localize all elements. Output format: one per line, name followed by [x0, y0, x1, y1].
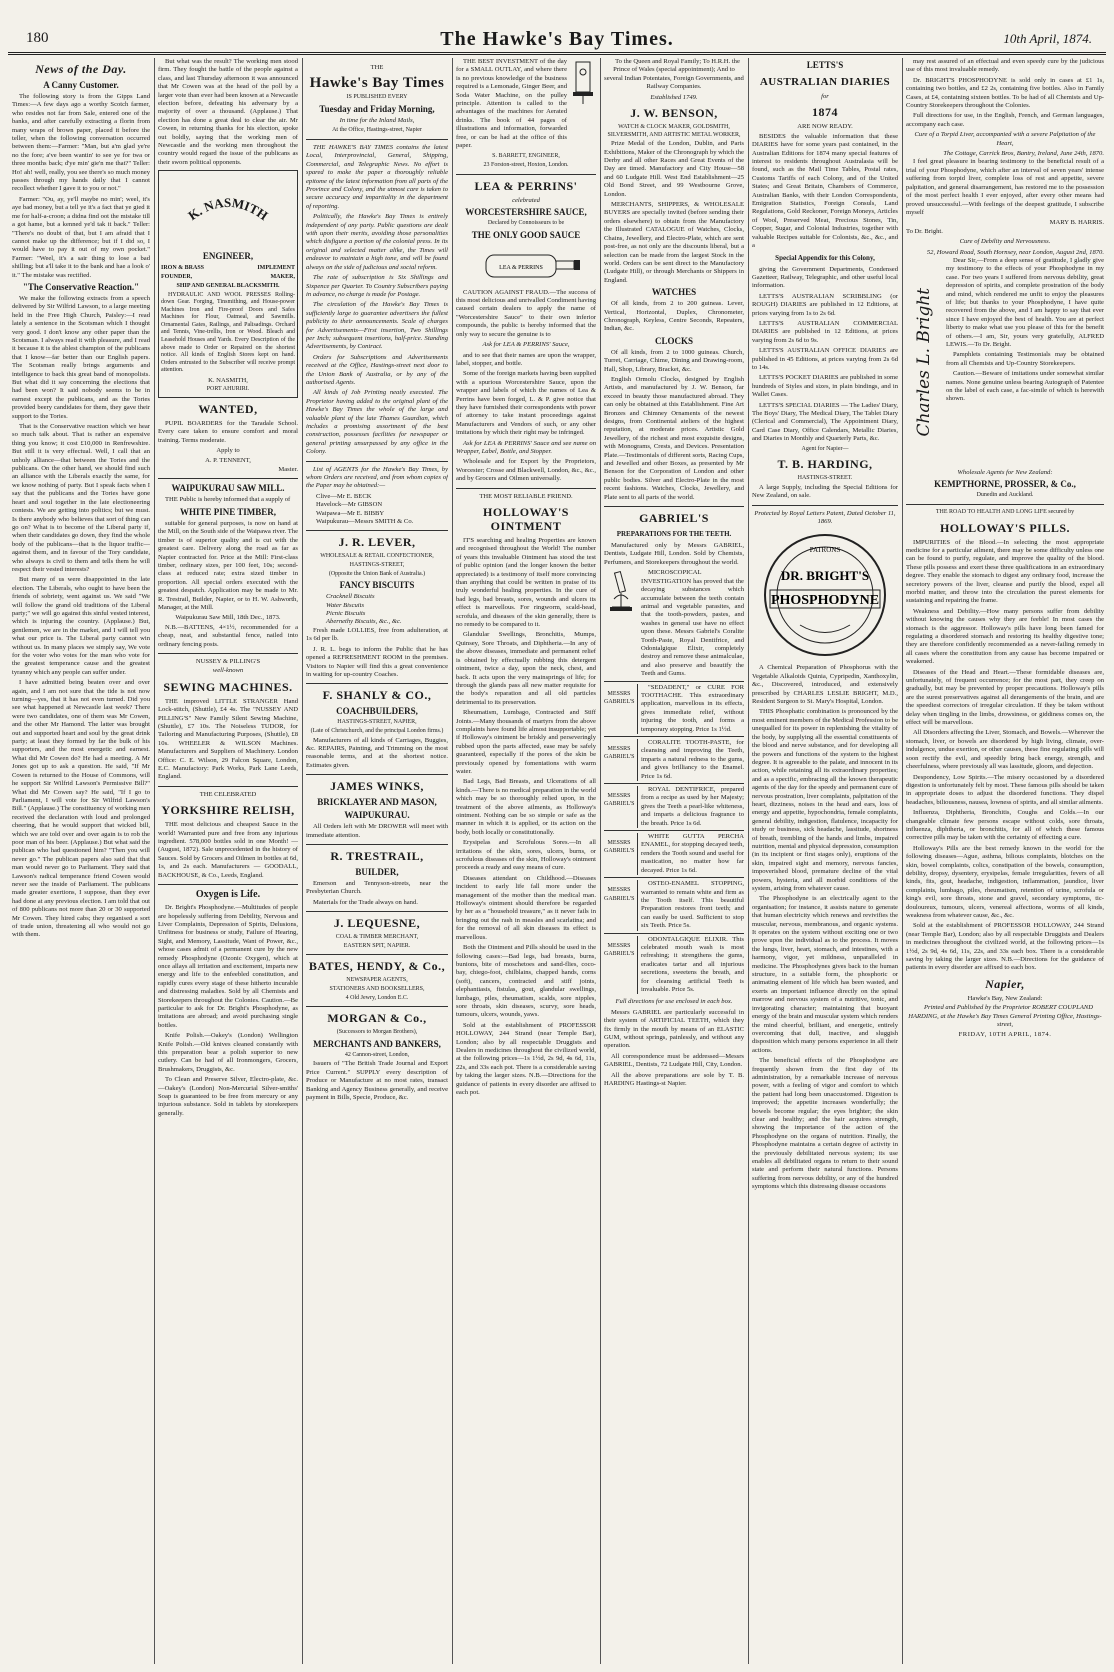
winks-heading: JAMES WINKS,	[330, 779, 424, 794]
prospectus-politics: Politically, the Hawke's Bay Times is entirely independent of any party. Public questions are dealt with upon their merits, avoiding those personalities which disfigure a portion of the colonial press. In its original and selected matter alike, the Times will endeavor to maintain a high tone, and will be found always on the side of judicious and social reform.	[306, 213, 448, 271]
column-2	[158, 58, 298, 1664]
nasmith-arc-heading	[163, 177, 293, 247]
shanly-addr: HASTINGS-STREET, NAPIER,	[337, 719, 417, 726]
lea-declared: Declared by Connoisseurs to be	[487, 220, 565, 227]
pills-head-heart: Diseases of the Head and Heart.—These formidable diseases are, unfortunately, of frequent occurrence; for the most part, they creep on gradually, but may be prevented by proper precautions. Holloway's pills are the surest preservatives against all derangements of the brain, and are the speediest correctors of irregular circulation. If they be taken without delay when tingling in the limbs, drowsiness, or giddiness comes on, the effect will be marvellous.	[906, 668, 1104, 727]
sawmill-intro: THE Public is hereby informed that a supply of	[165, 496, 291, 504]
prospectus-days: Tuesday and Friday Morning,	[319, 104, 435, 114]
column-divider	[154, 58, 155, 1664]
pills-liver: All Disorders affecting the Liver, Stomach, and Bowels.—Wherever the stomach, liver, or bowels are disordered by high living, climate, over-indulgence, undue exertion, or other causes, these fine regulating pills will soon rectify the evil, and speedily bring back energy, strength, and cheerfulness, where previously all was lassitude, gloom, and dejection.	[906, 729, 1104, 771]
pills-road: THE ROAD TO HEALTH AND LONG LIFE secured by	[935, 508, 1075, 515]
gabriel-harding: All the above preparations are sole by T. B. HARDING Hastings-st Napier.	[604, 1071, 744, 1088]
gabriel-heading: GABRIEL'S	[639, 511, 709, 526]
morgan-sub2: MERCHANTS AND BANKERS,	[313, 1038, 441, 1049]
silver-soap: To Clean and Preserve Silver, Electro-plate, &c.—Oakey's (London) Non-Mercurial Silver-smiths' Soap is guaranteed to be free from mercury or any injurious substance. Sold in tablets by storekeepers generally.	[158, 1076, 298, 1117]
column-6	[752, 58, 898, 1664]
holloway-both: Both the Ointment and Pills should be used in the following cases:—Bad legs, bad breasts, burns, bunions, bite of moschetoes and sand-flies, coco-bay, chiego-foot, chilblains, chapped hands, corns (soft), cancers, contracted and stiff joints, elephantiasis, fistulas, gout, glandular swellings, lumbago, piles, rheumatism, scalds, sore nipples, sore throats, skin diseases, scurvy, sore heads, tumours, ulcers, wounds, yaws.	[456, 944, 596, 1019]
article-paragraph: Farmer: "Ou, ay, ye'll maybe no min'; weel, it's aye bad money, but a tell ye it's a fact that ye gied it me for half-a-croon; a didna find oot the mistake till a got hame, but a kenned ye'd tak it back." Teller: "There's no doubt of that, but I am afraid that I cannot make up the difference; but if I did so, I would have to pay it out of my own pocket." Farmer: "Weel, it's a sair thing to lose a bad shilling; but a'll take it to the bank and hae a look o' it." The mistake was rectified.	[12, 195, 150, 279]
phosphodyne-body3: THIS Phosphatic combination is pronounced by the most eminent members of the Medical Profession to be unequalled for its power in replenishing the vitality of the body, by supplying all the essential constituents of the blood and nerve substance, and for developing all the powers and functions of the system to the highest degree. It is agreeable to the palate, and innocent in its action, while retaining all its extraordinary properties; and as a specific, embracing all the known therapeutic agents of the day for the speedy and permanent cure of nervous prostration, liver complaints, palpitation of the heart, dizziness, noises in the head and ears, loss of energy and appetite, hypochondria, female complaints, general debility, indigestion, flatulence, incapacity for study or business, sick headache, lassitude, shortness of breath, trembling of the hands and limbs, impaired nutrition, mental and physical depression, consumption (in its incipient or first stages only), eruptions of the skin, impaired sight and memory, nervous fancies, impoverished blood, premature decline of the vital powers, hysteria, and all morbid conditions of the system, arising from whatever cause.	[752, 708, 898, 892]
watches-heading: WATCHES	[651, 287, 697, 298]
phos-caution: Caution.—Beware of imitations under somewhat similar names. None genuine unless bearing Autograph of Patentee on the label of each case, a fac-simile of which is herewith shown.	[946, 370, 1104, 403]
gabriel-item-text: OSTEO-ENAMEL STOPPING, warranted to remain white and firm as the Tooth itself. This beautiful Preparation restores front teeth; and can easily be used. Sufficient to stop six Teeth. Price 5s.	[637, 880, 744, 930]
column-divider	[748, 58, 749, 1664]
wanted-body: PUPIL BOARDERS for the Taradale School. Every care taken to ensure comfort and moral training. Terms moderate.	[158, 420, 298, 444]
sewing-body: THE improved LITTLE STRANGER Hand Lock-stitch, (Shuttle), £4 4s. The "NUSSEY AND PILLING'S" New Family Silent Sewing Machine, (Shuttle), £7 10s. The Noiseless TUDOR, for Tailoring and Manufacturing Purposes, (Shuttle), £8 10s. WHEELER & WILSON Machines. Manufacturers and Suppliers of Machinery. London Office: C. E. Wilson, 29 Falcon Square, London, E.C. Manufactory: Park Works, Park Lane Leeds, England.	[158, 697, 298, 781]
article-paragraph: But many of us were disappointed in the late election. The Liberals, who ought to have been the friends of sobriety, went against us. We said "We will follow the grand old traditions of the Liberal party;" we will go against this sinful vested interest, which is injuring the country. (Applause.) But, gentlemen, we are in the market, and I will tell you what our price is. The Liberal party cannot win without us. In many places we simply say, We vote for the voter who votes for the man who vote for the greatest temperance cause and the greatest tyranny which any people can suffer under.	[12, 576, 150, 676]
letts-australian: AUSTRALIAN DIARIES	[759, 76, 891, 88]
prospectus-job: All kinds of Job Printing neatly executed. The Proprietor having added to the original plant of the Hawke's Bay Times the whole of the large and valuable plant of the late Thames Guardian, which includes a promising assortment of the best construction, possesses facilities for newspaper or general printing unsurpassed by any office in the Colony.	[306, 389, 448, 456]
harding-address: HASTINGS-STREET.	[797, 475, 853, 482]
phosphodyne-body5: The beneficial effects of the Phosphodyne are frequently shown from the first day of its administration, by a remarkable increase of nervous power, with a feeling of vigor and comfort to which the patient had long been unaccustomed. Digestion is improved; the appetite increases wonderfully; the bowels become regular; the eyes brighter; the skin clear and healthy; and the hair acquires strength, showing the importance of the action of the Phosphodyne on the organs of nutrition. Finally, the Phosphodyne maintains a certain degree of activity in the previously debilitated nervous system; its use enables all debilitated organs to return to their sound state and perform their natural functions. Persons suffering from nervous debility, or any of the hundred symptoms which this distressing disease occasions	[752, 1057, 898, 1191]
autograph-facsimile	[906, 257, 942, 467]
nasmith-address: PORT AHURIRI.	[206, 386, 250, 393]
svg-text:DR. BRIGHT'S: DR. BRIGHT'S	[780, 568, 870, 584]
pills-body: IMPURITIES of the Blood.—In selecting the most appropriate medicine for a particular ailment, there may be some difficulty unless one can be found to purify, regulate, and improve the quality of the blood. These pills possess and exert these three qualifications in an extraordinary degree. They enable the stomach to digest any ordinary food, increase the secretory powers of the liver, cleanse and purify the blood, expel all morbid matter, and throw into the circulation the purest elements for sustaining and repairing the frame.	[906, 538, 1104, 605]
lever-item: Picnic Biscuits	[326, 610, 366, 618]
shanly-sub: COACHBUILDERS,	[336, 706, 418, 717]
lea-name: WORCESTERSHIRE SAUCE,	[465, 207, 587, 218]
section-heading: News of the Day.	[35, 62, 127, 76]
gabriel-item	[604, 877, 744, 932]
holloway-childhood: Diseases attendant on Childhood.—Diseases incident to early life fall more under the management of the mother than the medical man. Holloway's ointment should therefore be regarded by her as a "household treasure," as it never fails in bringing out the rash in measles and scarlatina; and for the removal of all skin diseases its effect is marvellous.	[456, 874, 596, 941]
holloway-erysipelas: Erysipelas and Scrofulous Sores.—In all irritations of the skin, sores, ulcers, burns, or scrofulous diseases of the skin, Holloway's ointment proceeds a ready and easy means of cure.	[456, 839, 596, 872]
lever-heading: J. R. LEVER,	[338, 535, 416, 550]
shanly-heading: F. SHANLY & CO.,	[322, 688, 432, 703]
wanted-heading: WANTED,	[198, 402, 258, 417]
letts-special: Special Appendix for this Colony,	[775, 253, 875, 262]
agents-list	[306, 493, 448, 527]
cure2-letter: Dear Sir,—From a deep sense of gratitude, I gladly give my testimony to the effects of your Phosphodyne in my case. For two years I suffered from nervous debility, great depression of spirits, and complete prostration of the body and mind, which rendered me unfit to enjoy the pleasures of life; but thanks to your Phosphodyne, I have quite recovered from the above, and I am happy to say that ever since I have enjoyed the best of health. You are at perfect liberty to make what use you please of this for the benefit of others.—I am, Sir, yours very gratefully, ALFRED LEWIS.—To Dr. Bright.	[946, 256, 1104, 348]
gabriel-item-text: "SEDADENT," or CURE FOR TOOTHACHE. This extraordinary application, marvellous in its effects, gives immediate relief, without injuring the tooth, and forms a temporary stopping. Price 1s 1½d.	[637, 684, 744, 734]
article-paragraph: That is the Conservative reaction which we hear so much talk about. That is rather an expensive thing you know; it cost £10,000 in Renfrewshire. But still it is very effectual. Well, I call that an unholy alliance—that between the Tories and the publicans. On the other hand, we should find such an alliance with the Liberals exactly the same, for we know nothing of party. But I speak facts when I say that the publicans and the Tories have gone heart and soul together in the late electioneering contests. We are getting into politics; but we must. Is there anybody who believes that sort of thing can go on? What is to become of the Liberal party if, when their candidates go down, they find the whole body of the publicans—that is the liquor traffic—against them, and in favour of the Tory candidate, who always is civil to them and tells them he will respect their vested interests?	[12, 423, 150, 573]
wanted-apply: Apply to	[216, 447, 240, 455]
pills-known: Holloway's Pills are the best remedy known in the world for the following diseases—Ague, asthma, bilious complaints, blotches on the skin, bowel complaints, colics, constipation of the bowels, consumption, debility, dropsy, dysentery, erysipelas, female irregularities, fevers of all kinds, fits, gout, headache, indigestion, inflammation, jaundice, liver complaints, lumbago, piles, rheumatism, retention of urine, scrofula or king's evil, sore throats, stone and gravel, secondary symptoms, tic-douloureux, tumours, ulcers, venereal affections, worms of all kinds, weakness from whatever cause, &c., &c.	[906, 844, 1104, 919]
letts-year: 1874	[812, 105, 838, 120]
invest-body: THE BEST INVESTMENT of the day for a SMALL OUTLAY, and where there is no previous knowledge of the business required is a Lemonade, Ginger Beer, and Soda Water Machine, on the pulley principle. Attention is called to the advantages of the machines for Aerated drinks. The book of 44 pages of illustrations and information, forwarded free, or can be had at the office of this paper.	[456, 58, 567, 150]
holloway-sold: Sold at the establishment of PROFESSOR HOLLOWAY, 244 Strand (near Temple Bar), London; also by all respectable Druggists and Dealers in medicines throughout the civilized world, at the following prices—1s 1½d, 2s 9d, 4s 6d, 11s, 22s, and 33s each pot. There is a considerable saving by taking the larger sizes. N.B.—Directions for the guidance of patients in every disorder are affixed to each pot.	[456, 1021, 596, 1096]
benson-sub: WATCH & CLOCK MAKER, GOLDSMITH, SILVERSMITH, AND ARTISTIC METAL WORKER,	[607, 124, 741, 138]
wanted-name: A. P. TENNENT,	[205, 456, 251, 464]
column-divider	[600, 58, 601, 1664]
letts-agent: Agent for Napier—	[801, 445, 849, 452]
gabriel-label: MESSRS GABRIEL'S	[604, 746, 635, 761]
nasmith-role: ENGINEER,	[202, 251, 254, 262]
prospectus-the: THE	[370, 64, 384, 71]
lever-fancy: FANCY BISCUITS	[339, 580, 415, 591]
lever-items	[306, 593, 448, 627]
pills-sold: Sold at the establishment of PROFESSOR HOLLOWAY, 244 Strand (near Temple Bar), London; also by all respectable Druggists and Dealers in medicines throughout the civilized world, at the following prices—1s 1½d, 2s 9d, 4s 6d, 11s, 22s, and 33s each box. There is a considerable saving by taking the larger sizes. N.B.—Directions for the guidance of patients in every disorder are affixed to each box.	[906, 922, 1104, 972]
shanly-late: (Late of Christchurch, and the principal London firms.)	[310, 727, 444, 734]
gabriel-item-text: WHITE GUTTA PERCHA ENAMEL, for stopping decayed teeth, renders the Tooth sound and useful for mastication, no matter how far decayed. Price 1s 6d.	[637, 833, 744, 875]
prospectus-pub: IS PUBLISHED EVERY	[346, 94, 408, 101]
winks-place: WAIPUKURAU.	[344, 810, 410, 821]
lea-caution: CAUTION AGAINST FRAUD.—The success of this most delicious and unrivalled Condiment having caused certain dealers to apply the name of "Worcestershire Sauce" to their own inferior compounds, the public is hereby informed that the only way to secure the genuine is to	[456, 288, 596, 338]
gabriel-item	[604, 736, 744, 783]
pills-weakness: Weakness and Debility.—How many persons suffer from debility without knowing the causes why they are feeble! In most cases the stomach is the aggressor. Holloway's pills have long been famed for regulating a disordered stomach and restoring its healthy digestive tone; they are therefore confidently recommended as a never-failing remedy in all cases where the constitution from any cause has become impaired or weakened.	[906, 607, 1104, 666]
cure-signature: MARY B. HARRIS.	[1049, 219, 1104, 227]
svg-text:PHOSPHODYNE: PHOSPHODYNE	[770, 593, 880, 609]
agent-entry: Waipawa—Mr E. BIBBY	[316, 509, 385, 517]
lever-sub: WHOLESALE & RETAIL CONFECTIONER,	[320, 553, 434, 560]
microscope-icon	[604, 569, 638, 613]
letts-item: LETTS'S AUSTRALIAN OFFICE DIARIES are published in 45 Editions, at prices varying from 2s 6d to 14s.	[752, 347, 898, 371]
gabriel-label: MESSRS GABRIEL'S	[604, 887, 635, 902]
gabriel-items	[604, 681, 744, 997]
lea-ask2: Ask for LEA & PERRINS' Sauce and see name on Wrapper, Label, Bottle, and Stopper.	[456, 439, 596, 455]
cure-address: The Cottage, Carrick Bros, Bantry, Ireland, June 24th, 1870.	[943, 150, 1104, 158]
letts-item: LETTS'S AUSTRALIAN COMMERCIAL DIARIES are published in 12 Editions, at prices varying from 2s 6d to 9s.	[752, 319, 898, 344]
holloway-glands: Glandular Swellings, Bronchitis, Mumps, Quinsey, Sore Throats, and Diphtheria.—In any of the above diseases, immediate and permanent relief is obtained by effectually rubbing this detergent ointment, twice a day, upon the neck, chest, and back. It acts upon the very mainsprings of life; for through the glands pass all new matter requisite for the body's reparation and all old particles detrimental to its preservation.	[456, 631, 596, 706]
article-heading: "The Conservative Reaction."	[22, 281, 140, 292]
letts-list	[752, 293, 898, 444]
holloway-ointment-heading: HOLLOWAY'S OINTMENT	[483, 505, 569, 533]
column-1	[12, 58, 150, 1664]
kempthorne-address: Dunedin and Auckland.	[976, 492, 1034, 499]
nasmith-right-1: IMPLEMENT	[257, 265, 295, 272]
cure2-address: 52, Howard Road, South Hornsey, near London, August 2nd, 1870.	[926, 248, 1104, 256]
harding-heading: T. B. HARDING,	[777, 457, 873, 472]
benson-royal: To the Queen and Royal Family; To H.R.H. the Prince of Wales (special appointment); And to several Indian Potentates, Foreign Governments, and Railway Companies.	[604, 58, 744, 91]
holloway-friend: THE MOST RELIABLE FRIEND.	[479, 492, 573, 500]
oxygen-body: Dr. Bright's Phosphodyne.—Multitudes of people are hopelessly suffering from Debility, Nervous and Liver Complaints, Depression of Spirits, Delusions, Unfitness for business or study, Failure of Hearing, Sight, and Memory, Lassitude, Want of Power, &c., whose cases admit of a permanent cure by the new remedy Phosphodyne (Ozonic Oxygen), which at once allays all irritation and excitement, imparts new energy and life to the enfeebled constitution, and rapidly cures every stage of these hitherto incurable and distressing maladies. Sold by all Chemists and Storekeepers throughout the Colonies. Caution.—Be particular to ask for Dr. Bright's Phosphodyne, as imitations are abroad; and avoid purchasing single bottles.	[158, 904, 298, 1029]
article-paragraph: I have admitted being beaten over and over again, and I am not sure that the tide is not now turning—yes, that it has not even turned. Did you see what happened at Newcastle last week? There were two candidates, one of them was Mr Cowen, and the other Mr Hamond. The latter was brought out and supported heart and soul by the great drink party; at least they formed by far the bulk of his supporters, and the most energetic and earnest. What did Mr Cowen do? He had a meeting. A Mr Jones got up to ask a question. He said, "If Mr Cowen is returned to the House of Commons, will he support Sir Wilfrid Lawson's Permissive Bill?" What did Mr Cowen say? He said, "If I go to Parliament, I will vote for Sir Wilfrid Lawson's Bill." (Applause.) The constituency of working men received the declaration with loud and prolonged cheering, that he would support that wicked bill, which we are told over and over again is to rob the poor man of his beer. (Applause.) But what said the publican who had questioned him? "Then you will never go." The publican papers also said that that man would never go to Parliament. They said that Lawson's radical temperance friend Cowen would never see the inside of Parliament. The publicans made greater exertions, I suppose, than they ever had done at any previous election. I am told that out of 800 publicans not more than 20 or 30 supported Mr Cowen. They hired cabs; they organised a sort of trade union, threatening all who would not go with them.	[12, 679, 150, 939]
lequesne-heading: J. LEQUESNE,	[333, 916, 421, 931]
lea-only: THE ONLY GOOD SAUCE	[471, 229, 581, 240]
gabriel-full: Full directions for use enclosed in each box.	[615, 998, 733, 1006]
autograph-signature: Charles L. Bright	[913, 287, 934, 437]
relish-pre: THE CELEBRATED	[199, 790, 257, 798]
holloway-body: IT'S searching and healing Properties are known and recognised throughout the World! The number of years this invaluable Ointment has stood the test of public opinion (and the longer known the better appreciated) is a testimony of itself more convincing than anything that could be written in praise of its truly wonderful healing properties. In the cure of bad legs, bad breasts, sores, wounds and ulcers its effect is marvellous. For ringworm, scald-head, scrofula, and diseases of the skin generally, there is no remedy to be compared to it.	[456, 537, 596, 629]
svg-text:LEA & PERRINS: LEA & PERRINS	[499, 264, 543, 271]
letts-body2: giving the Government Departments, Condensed Gazetteer, Railway, Telegraphic, and other useful local information.	[752, 265, 898, 290]
knife-polish: Knife Polish.—Oakey's (London) Wellington Knife Polish.—Old knives cleaned constantly with this preparation bear a polish superior to new cutlery. Can be had of all Ironmongers, Grocers, Brushmakers, Druggists, &c.	[158, 1032, 298, 1073]
nasmith-sub: SHIP AND GENERAL BLACKSMITH.	[176, 283, 280, 290]
phos-continued: may rest assured of an effectual and even speedy cure by the judicious use of this most invaluable remedy.	[906, 58, 1104, 74]
sawmill-body: suitable for general purposes, is now on hand at the Mill, on the South side of the Waipawa river. The timber is of superior quality and is cut with the greatest care. Delivery along the road as far as Napier contracted for. Price at the Mill: First-class timber, ordinary sizes, per 100 feet, 10s; second-class at reduced rate; extra sized timber in proportion. All special orders executed with the greatest despatch. Application may be made to Mr. R. Trestrail, Builder, Napier, or to H. W. Ashworth, Manager, at the Mill.	[158, 519, 298, 611]
column-7	[906, 58, 1104, 1664]
issue-date: 10th April, 1874.	[1003, 31, 1092, 46]
svg-text:K. NASMITH: K. NASMITH	[185, 195, 271, 224]
winks-sub: BRICKLAYER AND MASON,	[317, 797, 437, 808]
imprint-printed: Printed and Published by the Proprietor ROBERT COUPLAND HARDING, at the Hawke's Bay Times General Printing Office, Hastings-street,	[908, 1004, 1102, 1029]
phos-prices: Dr. BRIGHT'S PHOSPHODYNE is sold only in cases at £1 1s, containing two bottles, and £2 2s, containing five bottles. Also in Family Cases, at £4, containing sixteen bottles. To be had of all Chemists and Up-Country Storekeepers throughout the Colonies.	[906, 76, 1104, 110]
gabriel-micro: MICROSCOPICAL INVESTIGATION has proved that the decaying substances which accumulate between the teeth contain animal and vegetable parasites, and that the tooth-powders, pastes, and washes in general use have no effect upon these. Messrs Gabriel's Coralite Tooth-Paste, Royal Dentifrice, and Odontalgique Elixir, completely destroy and remove these animalculae, and also preserve and beautify the Teeth and Gums.	[641, 569, 744, 678]
prospectus-mails: In time for the Inland Mails,	[339, 117, 415, 124]
sauce-bottle-icon	[466, 245, 586, 285]
phos-pamphlets: Pamphlets containing Testimonials may be obtained from all Chemists and Up-Country Storekeepers.	[946, 351, 1104, 367]
benson-heading: J. W. BENSON,	[630, 106, 718, 121]
letts-item: LETTS'S AUSTRALIAN SCRIBBLING (or ROUGH) DIARIES are published in 12 Editions, at prices varying from 1s to 2s 6d.	[752, 292, 898, 317]
gabriel-item	[604, 830, 744, 877]
oxygen-heading: Oxygen is Life.	[195, 889, 261, 901]
article-heading: A Canny Customer.	[43, 80, 119, 90]
gabriel-item	[604, 933, 744, 997]
nasmith-advertisement	[158, 170, 298, 398]
soda-machine-icon	[570, 58, 596, 106]
benson-established: Established 1749.	[650, 93, 698, 101]
lea-wholesale: Wholesale and for Export by the Proprietors, Worcester; Crosse and Blackwell, London, &c., &c., and by Grocers and Oilmen universally.	[456, 458, 596, 483]
letts-supply: A large Supply, including the Special Editions for New Zealand, on sale.	[752, 483, 898, 500]
letts-ready: ARE NOW READY.	[797, 123, 853, 131]
holloway-rheumatism: Rheumatism, Lumbago, Contracted and Stiff Joints.—Many thousands of martyrs from the above complaints have found life almost insupportable; yet if Holloway's ointment be briskly and perseveringly rubbed upon the parts affected, ease may be safely guaranteed, especially if the pores of the skin be previously opened by fomentations with warm water.	[456, 709, 596, 775]
pills-heading: HOLLOWAY'S PILLS.	[939, 520, 1071, 535]
letts-item: LETTS'S SPECIAL DIARIES — The Ladies' Diary, The Boys' Diary, The Medical Diary, The Tablet Diary (Clerical and Commercial), The Appointment Diary, Card Case Diary, Office Calendars, Metallic Diaries, and Diaries in Monthly and Quarterly Parts, &c.	[752, 401, 898, 443]
prospectus-intro: THE HAWKE'S BAY TIMES contains the latest Local, Interprovincial, General, Shipping, Commercial, and Telegraphic News. No effort is spared to make the paper a thoroughly reliable epitome of the latest information from all parts of the Province and Colony, and the utmost care is taken to secure accuracy and impartiality in the department of reporting.	[306, 144, 448, 210]
phos-directions: Full directions for use, in the English, French, and German languages, accompany each case.	[906, 112, 1104, 128]
pills-despondency: Despondency, Low Spirits.—The misery occasioned by a disordered digestion is unfortunately felt by most. These famous pills should be taken in appropriate doses to adjust the disordered functions. They dispel headaches, biliousness, nausea, lowness of spirits, and all similar ailments.	[906, 773, 1104, 806]
pills-influenza: Influenza, Diphtheria, Bronchitis, Coughs and Colds.—In our changeable climate few persons escape without colds, sore throats, influenza, diphtheria, or bronchitis, for all of which these famous corrective pills may be taken with the certainty of effecting a cure.	[906, 809, 1104, 842]
lever-item: Water Biscuits	[326, 601, 365, 609]
gabriel-item	[604, 783, 744, 830]
lea-sub: celebrated	[512, 196, 540, 204]
sawmill-date: Waipukurau Saw Mill, 18th Dec., 1873.	[175, 614, 281, 622]
lever-item: Abernethy Biscuits, &c., &c.	[326, 618, 402, 626]
prospectus-title: Hawke's Bay Times	[309, 75, 445, 92]
benson-body: Prize Medal of the London, Dublin, and Paris Exhibitions, Maker of the Chronograph by which the Derby and all other Races and Great Events of the Day are timed. Manufactory and City House—58 and 60 Ludgate Hill. West End Establishment—25 Old Bond Street, and 99 Westbourne Grove, London.	[604, 140, 744, 198]
letts-item: LETTS'S POCKET DIARIES are published in some hundreds of Styles and sizes, in plain bindings, and in Wallet Cases.	[752, 374, 898, 399]
watches-body: Of all kinds, from 2 to 200 guineas. Lever, Vertical, Horizontal, Duplex, Chronometer, Chronograph, Keyless, Centre Seconds, Repeaters, Indian, &c.	[604, 300, 744, 333]
wanted-role: Master.	[278, 466, 298, 474]
gabriel-sub: PREPARATIONS FOR THE TEETH.	[616, 530, 732, 539]
letts-heading: LETTS'S	[806, 60, 844, 70]
cure-to: To Dr. Bright.	[906, 227, 943, 235]
bates-sub2: STATIONERS AND BOOKSELLERS,	[329, 985, 425, 992]
gabriel-item	[604, 681, 744, 736]
lever-refresh: J. R. L. begs to inform the Public that he has opened a REFRESHMENT ROOM in the premises. Visitors to Napier will find this a great convenience in waiting for up-country Coaches.	[306, 645, 448, 678]
holloway-legs: Bad Legs, Bad Breasts, and Ulcerations of all kinds.—There is no medical preparation in the world which may be so thoroughly relied upon, in the treatment of the above ailments, as Holloway's ointment. Nothing can be so simple or safe as the manner in which it is applied, or its action on the body, both locally or constitutionally.	[456, 778, 596, 836]
column-divider	[902, 58, 903, 1664]
sewing-pre: NUSSEY & PILLING'S	[195, 657, 261, 665]
lea-see: and to see that their names are upon the wrapper, label, stopper, and bottle.	[456, 351, 596, 367]
nasmith-body: HYDRAULIC AND WOOL PRESSES Rolling-down Gear. Forging, Tinsmithing, and House-power Machines Iron and Fire-proof Doors and Safes Machines for Flour, Oatmeal, and Sawmills. Ornamental Gates, Railings, and Palisadings. Orchard and Tennis, Vine-trellis, Iron or Wood. Bleach and Leasehold Houses and Yards. Every Description of the above made to Order or Repaired on the shortest notice. All kinds of English Stores kept on hand. Orders entrusted to the Subscriber will receive prompt attention.	[161, 291, 295, 374]
phosphodyne-seal	[760, 530, 890, 660]
clocks-body: Of all kinds, from 2 to 1000 guineas. Church, Turret, Carriage, Chime, Dining and Drawing-room, Hall, Shop, Library, Bracket, &c.	[604, 348, 744, 373]
sawmill-heading: WAIPUKURAU SAW MILL.	[171, 483, 285, 494]
article-paragraph: We make the following extracts from a speech delivered by Sir Wilfrid Lawson, to a large meeting held in the Free High Church, Paisley:—I read lately a sentence in the Scotsman which I thought very good. I don't know any other paper than the Scotsman. I always read it with pleasure, and I read it because it is the ablest champion of the publicans that I know—far better than our English papers. The Scotsman really brings arguments and intelligence to back this great band of monopolists. But what did it say concerning the elections that had been won? It said nobody seems to be in earnest except the publicans, and as the Tories provided beery candidates for them, they gave their support to the Tories.	[12, 294, 150, 420]
imprint-napier: Napier,	[985, 976, 1025, 991]
imprint-hawkes-bay: Hawke's Bay, New Zealand:	[967, 994, 1043, 1002]
column-3	[306, 58, 448, 1664]
wholesale-agents: Wholesale Agents for New Zealand:	[957, 468, 1053, 476]
svg-text:PATRONS: PATRONS	[809, 546, 841, 555]
agent-entry: Clive—Mr E. BECK	[316, 492, 372, 500]
lea-some: Some of the foreign markets having been supplied with a spurious Worcestershire Sauce, upon the wrapper and labels of which the names of Lea & Perrins have been forged, L. & P. give notice that they have furnished their correspondents with power of attorney to take instant proceedings against Manufacturers and Vendors of such, or any other imitations by which their right may be infringed.	[456, 370, 596, 437]
bates-addr: 4 Old Jewry, London E.C.	[345, 994, 409, 1001]
imprint-date: FRIDAY, 10TH APRIL, 1874.	[958, 1031, 1052, 1039]
masthead	[8, 28, 1106, 55]
cure-letter: I feel great pleasure in bearing testimony to the beneficial result of a trial of your Phosphodyne, which after an interval of seven years' intense suffering from torpid liver, complete loss of rest and appetite, severe palpitation, and general disarrangement, has restored me to the possession of the most perfect health I ever enjoyed, after every other means had proved unsuccessful.—With feelings of the deepest gratitude, I subscribe myself	[906, 158, 1104, 216]
agent-entry: Waipukurau—Messrs SMITH & Co.	[316, 518, 414, 526]
gabriel-correspondence: All correspondence must be addressed—Messrs GABRIEL, Dentists, 72 Ludgate Hill, City, London.	[604, 1052, 744, 1069]
shanly-body: Manufacturers of all kinds of Carriages, Buggies, &c. REPAIRS, Painting, and Trimming on the most reasonable terms, and at the shortest notice. Estimates given.	[306, 736, 448, 769]
morgan-addr: 42 Cannon-street, London,	[344, 1051, 410, 1058]
gabriel-artificial: Messrs GABRIEL are particularly successful in their system of ARTIFICIAL TEETH, which they fix firmly in the mouth by means of an ELASTIC GUM, without springs, painlessly, and without any operation.	[604, 1008, 744, 1050]
kempthorne-heading: KEMPTHORNE, PROSSER, & Co.,	[934, 479, 1076, 490]
phosphodyne-chemical: A Chemical Preparation of Phosphorus with the Vegetable Alkaloids Quinia, Cypripedin, Xanthoxylin, &c., Discovered, introduced, and extensively prescribed by CHARLES LESLIE BRIGHT, M.D., Resident Surgeon to St. Mary's Hospital, London.	[752, 664, 898, 706]
morgan-heading: MORGAN & Co.,	[327, 1011, 427, 1026]
benson-merchants: MERCHANTS, SHIPPERS, & WHOLESALE BUYERS are specially invited (before sending their orders elsewhere) to obtain from the Manufactory the Illustrated CATALOGUE of Watches, Clocks, Chains, Jewellery, and Electro-Plate, which are sent post-free, as not only are the discounts liberal, but a selection can be made from the largest Stock in the world. Orders can be sent direct to the Manufactory (Ludgate Hill), or through Merchants or Shippers in England.	[604, 201, 744, 284]
column-5	[604, 58, 744, 1664]
lea-ask: Ask for LEA & PERRINS' Sauce,	[482, 341, 570, 349]
prospectus-circulation: The circulation of the Hawke's Bay Times is sufficiently large to guarantee advertisers the fullest publicity to their announcements. Scale of charges for Advertisements—First insertion, Two Shillings per Inch; subsequent insertions, half-price. Standing Advertisements, by Contract.	[306, 301, 448, 351]
lequesne-sub: COAL & TIMBER MERCHANT,	[335, 934, 419, 941]
gabriel-label: MESSRS GABRIEL'S	[604, 942, 635, 957]
trestrail-sub: BUILDER,	[355, 866, 399, 877]
gabriel-label: MESSRS GABRIEL'S	[604, 840, 635, 855]
nasmith-right-2: MAKER,	[270, 273, 295, 280]
sewing-mid: well-known	[212, 667, 244, 675]
article-paragraph: The following story is from the Gipps Land Times:—A few days ago a worthy Scotch farmer, who resides not far from Sale, entered one of the banks, and after carefully extracting a florin from many wraps of brown paper, placed it before the teller, when the following conversation occurred between them:—Farmer: "Man, but a'm glad ye're no the fore; a've been wantin' to see ye for twa or three months back; d'ye min' gie'n me that?" Teller: Ho! ah! well, really, you see there's so much money passes through my hands daily that I cannot recollect whether I gave it to you or not."	[12, 93, 150, 193]
morgan-sub: (Successors to Morgan Brothers),	[336, 1029, 418, 1036]
cure2-heading: Cure of Debility and Nervousness.	[959, 238, 1051, 246]
lever-opposite: (Opposite the Union Bank of Australia.)	[328, 570, 426, 577]
prospectus-office: At the Office, Hastings-street, Napier	[332, 127, 422, 134]
nasmith-left-2: FOUNDER,	[161, 273, 193, 280]
cure-heading: Cure of a Torpid Liver, accompanied with a severe Palpitation of the Heart,	[914, 131, 1096, 147]
phosphodyne-patent: Protected by Royal Letters Patent, Dated October 11, 1869.	[754, 509, 896, 526]
lever-item: Cracknell Biscuits	[326, 593, 375, 601]
nasmith-left-1: IRON & BRASS	[161, 265, 205, 272]
bates-sub: NEWSPAPER AGENTS,	[346, 977, 408, 984]
gabriel-item-text: ODONTALGIQUE ELIXIR. This celebrated mouth wash is most refreshing; it strengthens the gums, eradicates tartar and all injurious secretions, sweetens the breath, and for cleansing artificial Teeth is invaluable. Price 5s.	[637, 936, 744, 995]
trestrail-body: Materials for the Trade always on hand.	[313, 898, 418, 906]
invest-address: 23 Forston-street, Hoxton, London.	[483, 162, 569, 169]
agent-entry: Havelock—Mr GIBSON	[316, 501, 383, 509]
letts-body1: BESIDES the valuable information that these DIARIES have for some years past contained, in the Australian Editions for 1874 many special features of interest to residents throughout Australasia will be found, such as the Mail Time Tables, Postal rates, Customs Tariffs of each Colony, and of the United States; and Great Britain, Chambers of Commerce, Australian Banks, with their London Correspondents, Emigration Statistics, Foreign Consuls, Land Regulations, Gold Reckoner, Foreign Moneys, Articles of Wool, Preserved Meat, Precious Stones, Tin, Copper, Sugar, and Colonial Industries, together with valuable Recipes suitable for Colonists, &c., &c., and a	[752, 132, 898, 250]
column-divider	[452, 58, 453, 1664]
gabriel-item-text: ROYAL DENTIFRICE, prepared from a recipe as used by her Majesty; gives the Teeth a pearl-like whiteness, and imparts a delicious fragrance to the breath. Price 1s 6d.	[637, 786, 744, 828]
winks-body: All Orders left with Mr DROWER will meet with immediate attention.	[306, 823, 448, 839]
sawmill-nb: N.B.—BATTENS, 4×1½, recommended for a cheap, neat, and substantial fence, nailed into ordinary fencing posts.	[158, 623, 298, 648]
lever-addr: HASTINGS-STREET,	[349, 562, 405, 569]
column-4	[456, 58, 596, 1664]
relish-heading: YORKSHIRE RELISH,	[161, 803, 295, 818]
gabriel-label: MESSRS GABRIEL'S	[604, 793, 635, 808]
lever-lollies: Fresh made LOLLIES, free from adulteration, at 1s 6d per lb.	[306, 626, 448, 643]
sewing-heading: SEWING MACHINES.	[163, 679, 293, 694]
prospectus-orders: Orders for Subscriptions and Advertisements received at the Office, Hastings-street next door to the Union Bank of Australia, or by any of the authorised Agents.	[306, 353, 448, 386]
sawmill-item: WHITE PINE TIMBER,	[179, 506, 277, 517]
clocks-heading: CLOCKS	[654, 335, 693, 346]
page-number: 180	[26, 30, 49, 46]
invest-sign: S. BARRETT, ENGINEER,	[492, 153, 560, 160]
benson-ormolu: English Ormolu Clocks, designed by English Artists, and manufactured by J. W. Benson, far exceed in beauty those manufactured abroad. They can only be obtained at this Establishment. Fine Art Bronzes and Chimney Ornaments of the newest designs, from Continental ateliers of the highest reputation, at moderate prices. Artistic Gold Jewellery, of the richest and most exquisite designs, with Monograms, Crests, and Devices. Presentation Plate.—Testimonials of different sorts, Racing Cups, and Jewelled and other Boxes, as presented by Mr Benson for the Corporation of London and other public bodies. Silver and Electro-Plate in the most recent fashions. Watches, Clocks, Jewellery, and Plate sent to all parts of the world.	[604, 375, 744, 501]
prospectus-rate: The rate of subscription is Six Shillings and Sixpence per Quarter. To Country Subscribers paying in advance, no charge is made for Postage.	[306, 274, 448, 298]
trestrail-addr: Emerson and Tennyson-streets, near the Presbyterian Church.	[306, 879, 448, 896]
trestrail-heading: R. TRESTRAIL,	[330, 848, 424, 863]
article-paragraph: But what was the result? The working men stood firm. They fought the battle of the people against a class, and last Thursday afternoon it was announced that Mr Cowen was at the head of the poll by a larger vote than ever had been known at a Newcastle election before, defeating his adversary by a majority of over a thousand. (Applause.) That election has done a great deal to clear the air. Mr Cowen, in returning thanks for his election, spoke out boldly, saying that the working men of Newcastle and the working men throughout the country would regard the issue of the publicans as their sworn political opponents.	[158, 58, 298, 166]
agents-heading: List of AGENTS for the Hawke's Bay Times, by whom Orders are received, and from whom copies of the Paper may be obtained:—	[306, 465, 448, 490]
bates-heading: BATES, HENDY, & Co.,	[308, 959, 446, 974]
nasmith-sign: K. NASMITH,	[208, 377, 248, 385]
lequesne-addr: EASTERN SPIT, NAPIER.	[343, 942, 411, 949]
morgan-body: Issuers of "The British Trade Journal and Export Price Current." SUPPLY every description of Produce or Manufacture at no most rates, transact Banking and Agency Business generally, and receive payment in Bills, Specie, Produce, &c.	[306, 1060, 448, 1101]
lea-heading: LEA & PERRINS'	[474, 178, 578, 193]
newspaper-title: The Hawke's Bay Times.	[440, 28, 674, 50]
gabriel-label: MESSRS GABRIEL'S	[604, 690, 635, 705]
phosphodyne-body4: The Phosphodyne is an electrically agent to the organisation; for instance, it assists nature to generate that human electricity which renews and revivifies the muscular, nervous, membranous, and organic systems. It operates on the system without exciting one or two prove upon the individual as to the process. It moves the lungs, liver, heart, stomach, and intestines, with a harmony, vigor, yet mildness, unparalleled in medicine. The Phosphodynes gives back to the human structure, in a suitable form, the phosphoric or animating element of life which has been wasted, and exerts an important influence directly on the spinal marrow and nervous system of a nutritive, tonic, and invigorating character; maintaining that buoyant energy of the brain and muscular system which renders the mind cheerful, brilliant, and energetic, entirely overcoming that dull, inactive, and sluggish disposition which many persons experience in all their actions.	[752, 895, 898, 1054]
letts-for: for	[821, 93, 829, 100]
gabriel-by: Manufactured only by Messrs GABRIEL, Dentists, Ludgate Hill, London. Sold by Chemists, Perfumers, and Storekeepers throughout the world.	[604, 542, 744, 566]
gabriel-item-text: CORALITE TOOTH-PASTE, for cleansing and improving the Teeth, imparts a natural redness to the gums, and gives brilliancy to the Enamel. Price 1s 6d.	[637, 739, 744, 781]
column-divider	[302, 58, 303, 1664]
relish-body: THE most delicious and cheapest Sauce in the world! Warranted pure and free from any injurious ingredient. 578,000 bottles sold in one Month! — (August, 1872). Sale unprecedented in the history of Sauces. Sold by Grocers and Oilmen in bottles at 6d, 1s, and 2s each. Manufacturers — GOODALL, BACKHOUSE, & Co., Leeds, England.	[158, 821, 298, 879]
